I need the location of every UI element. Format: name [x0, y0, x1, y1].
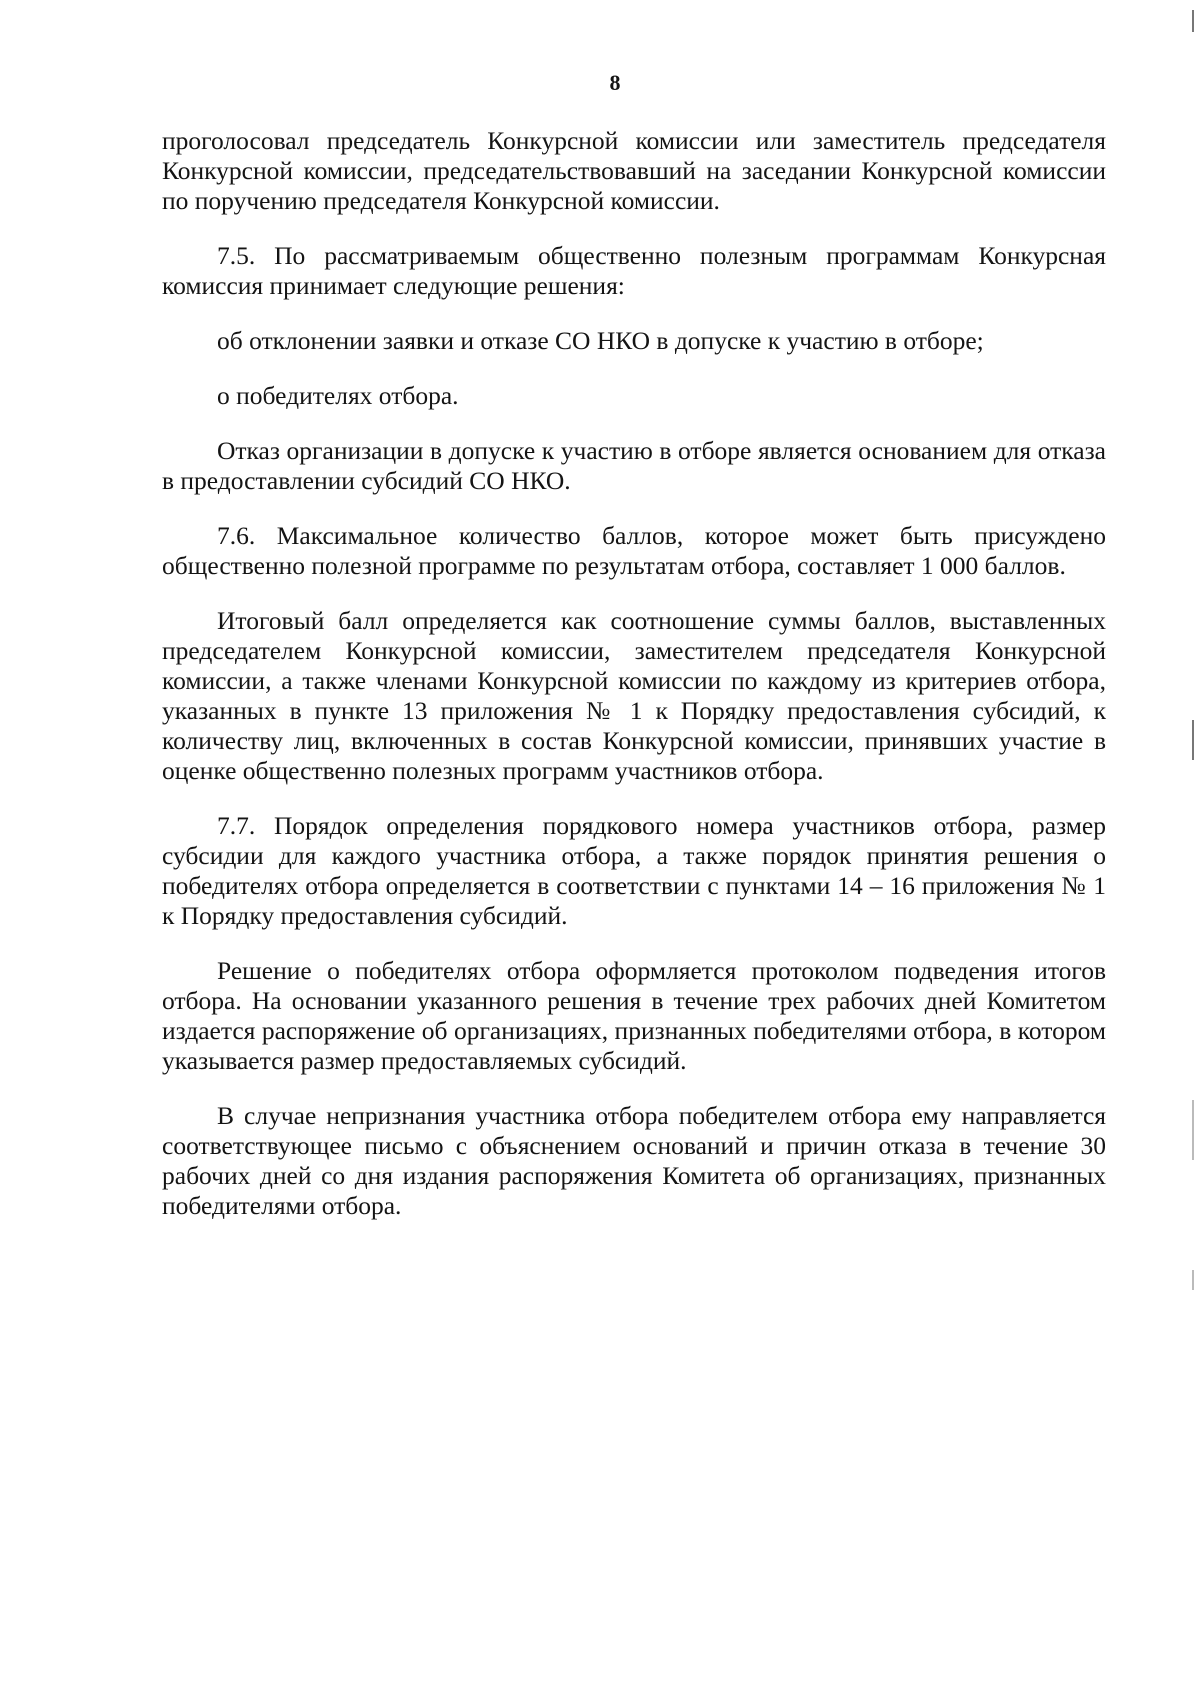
paragraph-winners-decision: Решение о победителях отбора оформляется протоколом подведения итогов отбора. На основании указанного решения в течение трех рабочих дней Комитетом издается распоряжение об организациях, признанных победителями отбора, в котором указывается размер предоставляемых субсидий.: [162, 956, 1106, 1075]
paragraph-refusal-basis: Отказ организации в допуске к участию в отборе является основанием для отказа в предоставлении субсидий СО НКО.: [162, 436, 1106, 495]
paragraph-decision-rejection: об отклонении заявки и отказе СО НКО в допуске к участию в отборе;: [217, 326, 984, 355]
paragraph-7-5: 7.5. По рассматриваемым общественно полезным программам Конкурсная комиссия принимает следующие решения:: [162, 241, 1106, 300]
scan-edge-mark: [1192, 1270, 1194, 1290]
paragraph-continuation: проголосовал председатель Конкурсной комиссии или заместитель председателя Конкурсной комиссии, председательствовавший на заседании Конкурсной комиссии по поручению председателя Конкурсной комиссии.: [162, 126, 1106, 215]
scan-edge-mark: [1192, 10, 1194, 32]
scan-edge-mark: [1192, 720, 1194, 760]
document-body: [162, 126, 1106, 1246]
paragraph-7-7: 7.7. Порядок определения порядкового номера участников отбора, размер субсидии для каждого участника отбора, а также порядок принятия решения о победителях отбора определяется в соответствии с пунктами 14 – 16 приложения № 1 к Порядку предоставления субсидий.: [162, 811, 1106, 930]
page-number: 8: [609, 70, 621, 95]
paragraph-non-recognition: В случае непризнания участника отбора победителем отбора ему направляется соответствующее письмо с объяснением оснований и причин отказа в течение 30 рабочих дней со дня издания распоряжения Комитета об организациях, признанных победителями отбора.: [162, 1101, 1106, 1220]
scan-edge-mark: [1192, 1100, 1194, 1160]
paragraph-7-6: 7.6. Максимальное количество баллов, которое может быть присуждено общественно полезной программе по результатам отбора, составляет 1 000 баллов.: [162, 521, 1106, 580]
paragraph-decision-winners: о победителях отбора.: [217, 381, 459, 410]
paragraph-final-score: Итоговый балл определяется как соотношение суммы баллов, выставленных председателем Конкурсной комиссии, заместителем председателя Конкурсной комиссии, а также членами Конкурсной комиссии по каждому из критериев отбора, указанных в пункте 13 приложения № 1 к Порядку предоставления субсидий, к количеству лиц, включенных в состав Конкурсной комиссии, принявших участие в оценке общественно полезных программ участников отбора.: [162, 606, 1106, 785]
